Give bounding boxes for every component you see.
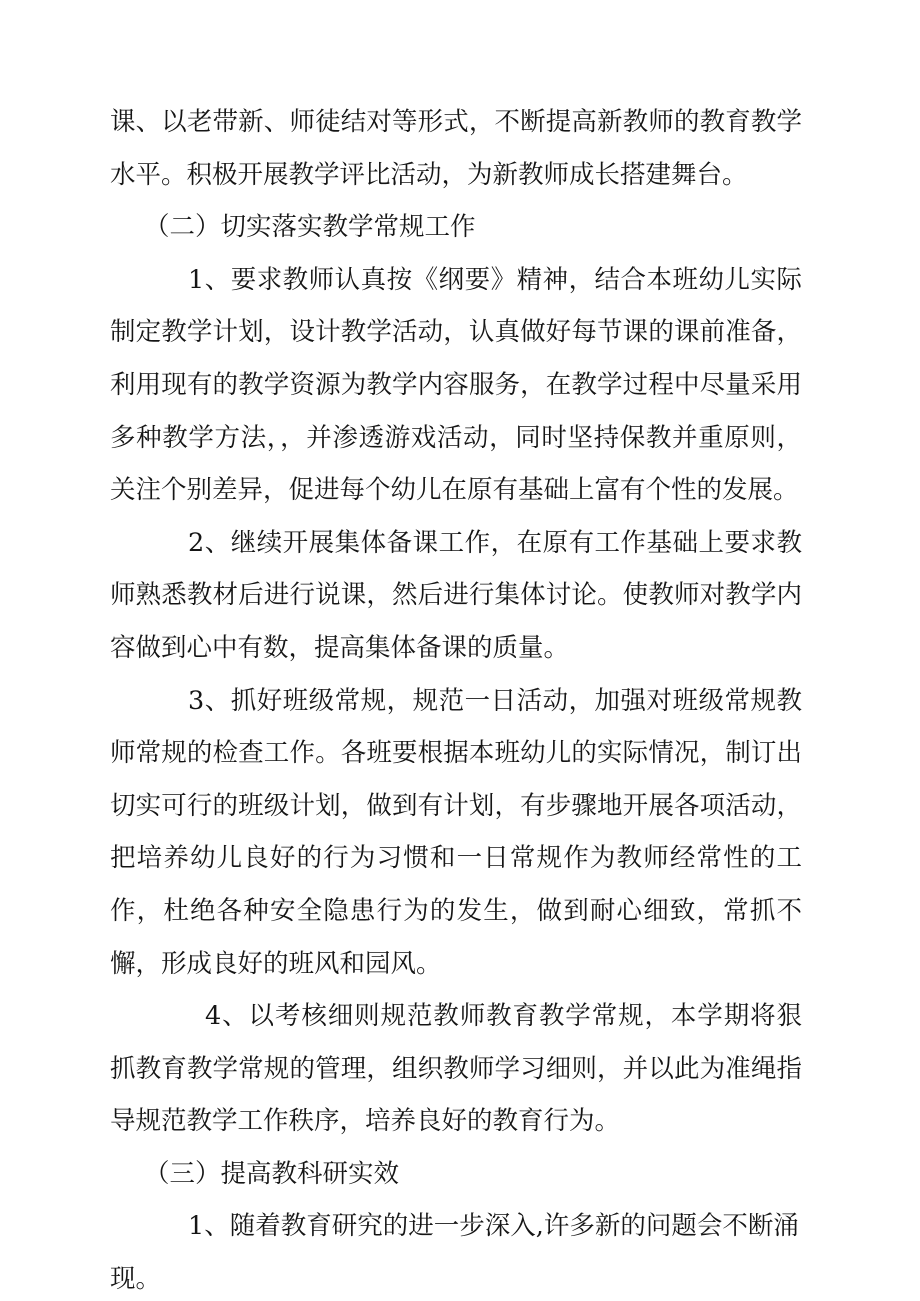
numbered-item-1-research-depth: 1、随着教育研究的进一步深入,许多新的问题会不断涌现。 [110,1211,799,1295]
paragraph-continuation: 课、以老带新、师徒结对等形式，不断提高新教师的教育教学水平。积极开展教学评比活动，为新教师成长搭建舞台。 [110,107,802,190]
document-text-body [110,96,802,1301]
section-heading-three: （三）提高教科研实效 [144,1158,400,1189]
section-heading-two: （二）切实落实教学常规工作 [144,212,476,243]
numbered-item-1-teaching-plan: 1、要求教师认真按《纲要》精神，结合本班幼儿实际制定教学计划，设计教学活动，认真做好每节课的课前准备，利用现有的教学资源为教学内容服务，在教学过程中尽量采用多种教学方法，，并渗透游戏活动，同时坚持保教并重原则，关注个别差异，促进每个幼儿在原有基础上富有个性的发展。 [110,264,802,506]
numbered-item-3-class-routine: 3、抓好班级常规，规范一日活动，加强对班级常规教师常规的检查工作。各班要根据本班幼儿的实际情况，制订出切实可行的班级计划，做到有计划，有步骤地开展各项活动，把培养幼儿良好的行为习惯和一日常规作为教师经常性的工作，杜绝各种安全隐患行为的发生，做到耐心细致，常抓不懈，形成良好的班风和园风。 [110,685,802,979]
numbered-item-4-assessment-rules: 4、以考核细则规范教师教育教学常规，本学期将狠抓教育教学常规的管理，组织教师学习细则，并以此为准绳指导规范教学工作秩序，培养良好的教育行为。 [110,1001,802,1137]
numbered-item-2-collective-lesson-prep: 2、继续开展集体备课工作，在原有工作基础上要求教师熟悉教材后进行说课，然后进行集体讨论。使教师对教学内容做到心中有数，提高集体备课的质量。 [110,527,802,663]
